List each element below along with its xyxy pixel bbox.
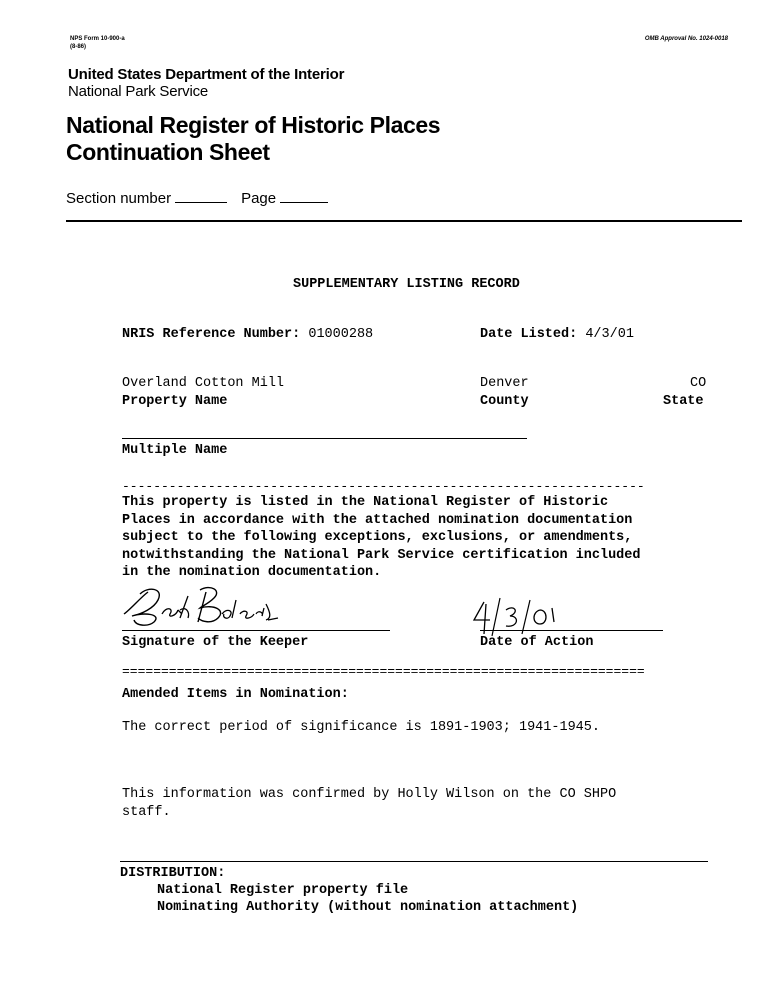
date-of-action-line	[480, 630, 663, 631]
section-page-row	[66, 190, 328, 207]
county-value: Denver	[480, 376, 529, 391]
department-name: United States Department of the Interior	[68, 66, 345, 83]
dashed-divider: -------------------------------------------------------------------	[122, 479, 645, 494]
form-number	[70, 35, 125, 51]
section-number-label: Section number	[66, 190, 172, 207]
distribution-divider	[120, 861, 708, 862]
listing-statement: This property is listed in the National Register of Historic Places in accordance with the attached nomination documentation subject to the following exceptions, exclusions, or amendments, notwithstanding the National Park Service certification included in the nomination documentation.	[122, 495, 641, 580]
amended-items-label: Amended Items in Nomination:	[122, 687, 349, 702]
distribution-item: Nominating Authority (without nomination attachment)	[157, 900, 579, 915]
form-date-text: (8-86)	[70, 44, 87, 50]
amended-items-text: The correct period of significance is 1891-1903; 1941-1945.	[122, 720, 600, 735]
section-number-blank	[175, 202, 227, 203]
form-number-text: NPS Form 10-900-a	[70, 36, 125, 42]
nris-value: 01000288	[308, 327, 374, 342]
date-of-action-label: Date of Action	[480, 635, 594, 650]
confirmation-text: This information was confirmed by Holly Wilson on the CO SHPO staff.	[122, 787, 617, 820]
omb-approval: OMB Approval No. 1024-0018	[644, 36, 728, 42]
record-heading: SUPPLEMENTARY LISTING RECORD	[293, 277, 520, 292]
property-name-value: Overland Cotton Mill	[122, 376, 285, 391]
state-value: CO	[690, 376, 707, 391]
state-label: State	[663, 394, 704, 409]
distribution-label: DISTRIBUTION:	[120, 866, 226, 881]
multiple-name-label: Multiple Name	[122, 443, 228, 458]
nris-label: NRIS Reference Number:	[122, 327, 301, 342]
date-listed-value: 4/3/01	[585, 327, 634, 342]
header-divider	[66, 220, 742, 222]
distribution-item: National Register property file	[157, 883, 409, 898]
signature-line	[122, 630, 390, 631]
county-label: County	[480, 394, 529, 409]
keeper-signature-image	[118, 584, 283, 630]
signature-label: Signature of the Keeper	[122, 635, 309, 650]
agency-name: National Park Service	[68, 83, 209, 100]
double-divider: ===================================================================	[122, 666, 645, 678]
multiple-name-line	[122, 438, 527, 439]
date-listed-row	[480, 326, 634, 344]
property-name-label: Property Name	[122, 394, 228, 409]
date-listed-label: Date Listed:	[480, 327, 578, 342]
page-blank	[280, 202, 328, 203]
page-title: National Register of Historic Places	[66, 112, 441, 138]
nris-row	[122, 326, 373, 344]
page-subtitle: Continuation Sheet	[66, 139, 270, 165]
page-label: Page	[241, 190, 277, 207]
